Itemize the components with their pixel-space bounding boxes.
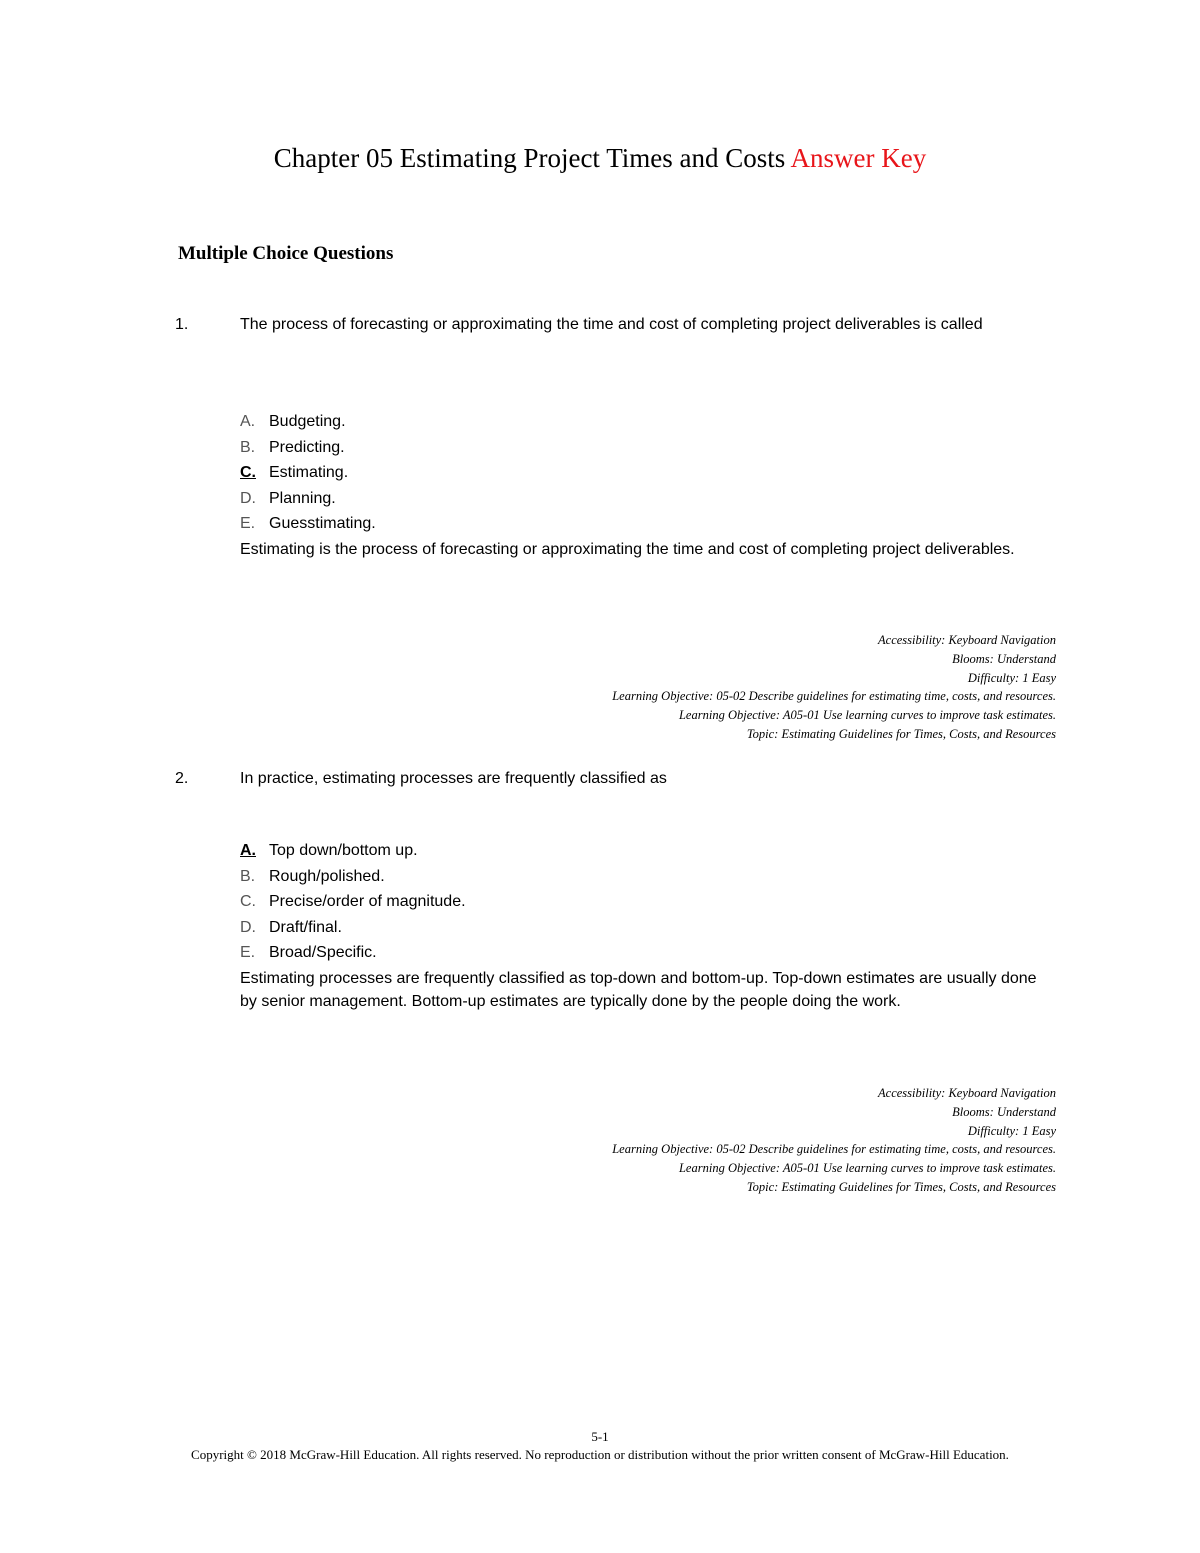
question-1-option-b	[240, 435, 376, 461]
option-text: Estimating.	[269, 464, 349, 481]
option-text: Broad/Specific.	[269, 944, 377, 961]
page-footer	[0, 1428, 1200, 1464]
correct-option-letter: C.	[240, 464, 256, 481]
meta-accessibility: Accessibility: Keyboard Navigation	[878, 633, 1056, 647]
meta-difficulty: Difficulty: 1 Easy	[967, 670, 1056, 685]
meta-blooms: Blooms: Understand	[952, 651, 1056, 666]
question-1-option-e	[240, 511, 376, 537]
question-1-option-d	[240, 486, 376, 512]
page-title	[0, 142, 1200, 174]
question-1-explanation: Estimating is the process of forecasting or approximating the time and cost of completing project deliverables.	[240, 541, 1015, 558]
meta-accessibility: Accessibility: Keyboard Navigation	[878, 1086, 1056, 1100]
option-text: Guesstimating.	[269, 515, 376, 532]
question-1-options	[240, 409, 376, 537]
question-2-explanation: Estimating processes are frequently classified as top-down and bottom-up. Top-down estimates are usually done by senior management. Bottom-up estimates are typically done by the people doing the work.	[240, 970, 1037, 1010]
option-text: Predicting.	[269, 438, 345, 456]
question-2-option-a	[240, 838, 466, 864]
option-letter: E.	[240, 944, 256, 961]
question-1-option-c	[240, 460, 376, 486]
question-1-text: The process of forecasting or approximating the time and cost of completing project deliverables is called	[240, 316, 983, 333]
option-text: Top down/bottom up.	[269, 842, 418, 859]
question-2-option-b	[240, 864, 466, 890]
meta-topic: Topic: Estimating Guidelines for Times, Costs, and Resources	[746, 1179, 1056, 1194]
option-letter: D.	[240, 489, 256, 507]
meta-difficulty: Difficulty: 1 Easy	[967, 1123, 1056, 1138]
question-1-metadata	[612, 631, 1056, 744]
title-main: Chapter 05 Estimating Project Times and Costs	[273, 143, 786, 173]
option-letter: D.	[240, 918, 256, 936]
question-2-metadata	[612, 1084, 1056, 1197]
copyright-notice: Copyright © 2018 McGraw-Hill Education. All rights reserved. No reproduction or distribution without the prior written consent of McGraw-Hill Education.	[191, 1447, 1009, 1462]
option-letter: A.	[240, 413, 256, 430]
option-text: Rough/polished.	[269, 867, 385, 885]
option-text: Planning.	[269, 489, 336, 507]
page-number: 5-1	[591, 1429, 609, 1444]
question-1-option-a	[240, 409, 376, 435]
option-text: Precise/order of magnitude.	[269, 893, 466, 910]
section-heading: Multiple Choice Questions	[178, 243, 394, 264]
question-1-number: 1.	[175, 316, 189, 333]
question-2-option-c	[240, 889, 466, 915]
question-2-number: 2.	[175, 770, 189, 787]
option-text: Draft/final.	[269, 918, 342, 936]
option-letter: B.	[240, 438, 256, 456]
option-text: Budgeting.	[269, 413, 346, 430]
title-accent: Answer Key	[790, 143, 927, 173]
correct-option-letter: A.	[240, 842, 256, 859]
option-letter: B.	[240, 867, 256, 885]
option-letter: C.	[240, 893, 256, 910]
meta-learning-objective: Learning Objective: A05-01 Use learning curves to improve task estimates.	[678, 1161, 1056, 1176]
meta-topic: Topic: Estimating Guidelines for Times, Costs, and Resources	[746, 726, 1056, 741]
meta-blooms: Blooms: Understand	[952, 1104, 1056, 1119]
meta-learning-objective: Learning Objective: 05-02 Describe guidelines for estimating time, costs, and resources.	[612, 689, 1056, 704]
question-2-options	[240, 838, 466, 966]
meta-learning-objective: Learning Objective: A05-01 Use learning curves to improve task estimates.	[678, 708, 1056, 723]
meta-learning-objective: Learning Objective: 05-02 Describe guidelines for estimating time, costs, and resources.	[612, 1142, 1056, 1157]
option-letter: E.	[240, 515, 256, 532]
question-2-text: In practice, estimating processes are frequently classified as	[240, 770, 667, 787]
question-2-option-d	[240, 915, 466, 941]
question-2-option-e	[240, 940, 466, 966]
